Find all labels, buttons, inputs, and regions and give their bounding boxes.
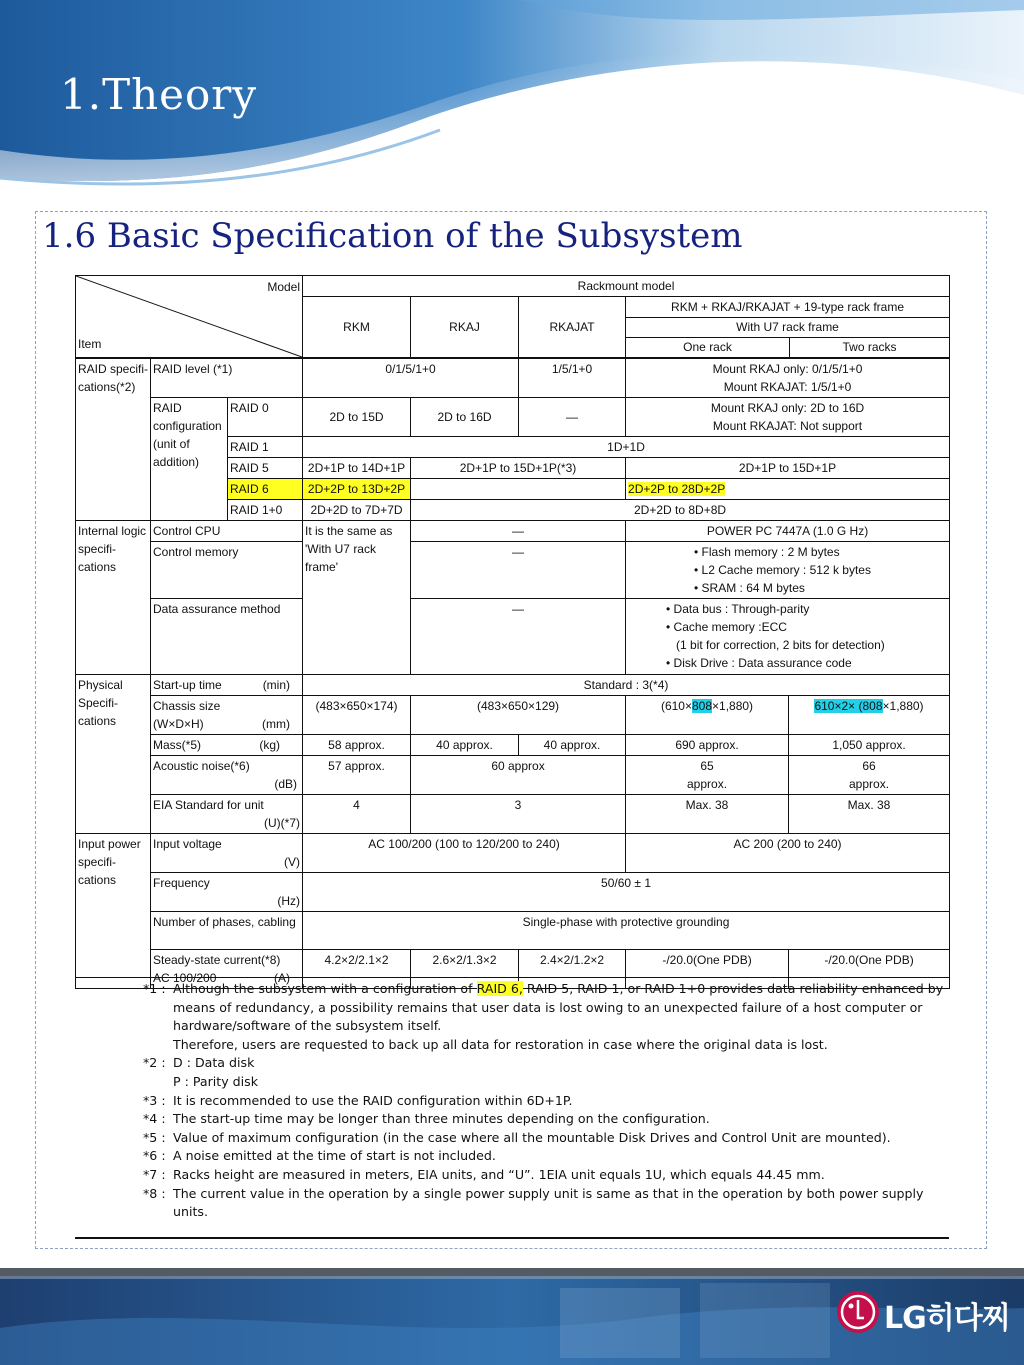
assurance-rkaj: — bbox=[411, 599, 626, 675]
mass-rkm: 58 approx. bbox=[303, 735, 411, 756]
raid-level-label: RAID level (*1) bbox=[151, 358, 303, 398]
mass-one-rack: 690 approx. bbox=[626, 735, 789, 756]
eia-rkm: 4 bbox=[303, 795, 411, 834]
raid0-rkaj: 2D to 16D bbox=[411, 398, 519, 437]
raid5-label: RAID 5 bbox=[228, 458, 303, 479]
physical-group-label: Physical Specifi- cations bbox=[76, 675, 151, 834]
mass-label: Mass(*5) (kg) bbox=[151, 735, 303, 756]
raid-level-rkajat: 1/5/1+0 bbox=[519, 358, 626, 398]
raid6-empty bbox=[411, 479, 626, 500]
raid10-rkm: 2D+2D to 7D+7D bbox=[303, 500, 411, 521]
noise-rkm: 57 approx. bbox=[303, 756, 411, 795]
assurance-label: Data assurance method bbox=[151, 599, 303, 675]
memory-rkaj: — bbox=[411, 542, 626, 599]
eia-rkaj: 3 bbox=[411, 795, 626, 834]
chassis-one-rack: (610×808×1,880) bbox=[626, 696, 789, 735]
head-rackmount-model: Rackmount model bbox=[303, 276, 950, 297]
raid5-u7: 2D+1P to 15D+1P bbox=[626, 458, 950, 479]
raid-config-label: RAID configuration (unit of addition) bbox=[151, 398, 228, 521]
cpu-rkaj: — bbox=[411, 521, 626, 542]
memory-u7: • Flash memory : 2 M bytes • L2 Cache memory : 512 k bytes • SRAM : 64 M bytes bbox=[626, 542, 950, 599]
chassis-two-racks: 610×2× (808×1,880) bbox=[789, 696, 950, 735]
head-rkaj: RKAJ bbox=[411, 297, 519, 359]
raid0-label: RAID 0 bbox=[228, 398, 303, 437]
current-one-rack: -/20.0(One PDB) bbox=[626, 950, 789, 989]
startup-label: Start-up time (min) bbox=[151, 675, 303, 696]
noise-label: Acoustic noise(*6) (dB) bbox=[151, 756, 303, 795]
footnote-5: *5 : Value of maximum configuration (in the case where all the mountable Disk Drives and Control Unit are mounted). bbox=[143, 1129, 891, 1145]
noise-one-rack: 65 approx. bbox=[626, 756, 789, 795]
head-rkajat: RKAJAT bbox=[519, 297, 626, 359]
footnote-6: *6 : A noise emitted at the time of start is not included. bbox=[143, 1148, 496, 1164]
raid6-label: RAID 6 bbox=[228, 479, 303, 500]
mass-rkajat: 40 approx. bbox=[519, 735, 626, 756]
lg-logo-text: LG히다찌 bbox=[884, 1301, 1010, 1336]
voltage-rkm-rkaj: AC 100/200 (100 to 120/200 to 240) bbox=[303, 834, 626, 873]
footnote-7: *7 : Racks height are measured in meters, EIA units, and “U”. 1EIA unit equals 1U, which equals 44.45 mm. bbox=[143, 1166, 825, 1182]
raid10-label: RAID 1+0 bbox=[228, 500, 303, 521]
power-group-label: Input power specifi- cations bbox=[76, 834, 151, 989]
head-two-racks: Two racks bbox=[842, 340, 897, 354]
raid0-u7: Mount RKAJ only: 2D to 16D Mount RKAJAT: Not support bbox=[626, 398, 950, 437]
raid0-rkm: 2D to 15D bbox=[303, 398, 411, 437]
footnote-2-line2: P : Parity disk bbox=[173, 1073, 259, 1089]
phase-label: Number of phases, cabling bbox=[151, 912, 303, 950]
current-two-racks: -/20.0(One PDB) bbox=[789, 950, 950, 989]
freq-value: 50/60 ± 1 bbox=[303, 873, 950, 912]
footnote-3: *3 : It is recommended to use the RAID configuration within 6D+1P. bbox=[143, 1092, 573, 1108]
chassis-rkaj: (483×650×129) bbox=[411, 696, 626, 735]
raid5-rkaj: 2D+1P to 15D+1P(*3) bbox=[411, 458, 626, 479]
current-rkm: 4.2×2/2.1×2 bbox=[303, 950, 411, 989]
section-title: 1.6 Basic Specification of the Subsystem bbox=[42, 216, 743, 256]
voltage-u7: AC 200 (200 to 240) bbox=[626, 834, 950, 873]
header-diagonal-cell bbox=[76, 276, 303, 359]
startup-value: Standard : 3(*4) bbox=[303, 675, 950, 696]
noise-two-racks: 66 approx. bbox=[789, 756, 950, 795]
voltage-label: Input voltage (V) bbox=[151, 834, 303, 873]
raid-group-label: RAID specifi- cations(*2) bbox=[76, 358, 151, 521]
raid-level-u7: Mount RKAJ only: 0/1/5/1+0 Mount RKAJAT: 1/5/1+0 bbox=[626, 358, 950, 398]
current-label: Steady-state current(*8) AC 100/200 (A) bbox=[151, 950, 303, 989]
logic-same-as-u7: It is the same as 'With U7 rack frame' bbox=[303, 521, 411, 675]
current-rkaj: 2.6×2/1.3×2 bbox=[411, 950, 519, 989]
raid1-value: 1D+1D bbox=[303, 437, 950, 458]
footnote-4: *4 : The start-up time may be longer than three minutes depending on the configuration. bbox=[143, 1111, 710, 1127]
raid10-rest: 2D+2D to 8D+8D bbox=[411, 500, 950, 521]
head-with-u7: With U7 rack frame bbox=[626, 318, 949, 338]
head-u7-cell bbox=[626, 318, 950, 359]
head-rack-frame: RKM + RKAJ/RKAJAT + 19-type rack frame bbox=[626, 297, 950, 318]
spec-table bbox=[75, 275, 950, 989]
current-rkajat: 2.4×2/1.2×2 bbox=[519, 950, 626, 989]
logic-group-label: Internal logic specifi- cations bbox=[76, 521, 151, 675]
head-one-rack: One rack bbox=[626, 338, 790, 357]
footnotes bbox=[75, 977, 949, 1239]
chassis-label: Chassis size (W×D×H) (mm) bbox=[151, 696, 303, 735]
eia-one-rack: Max. 38 bbox=[626, 795, 789, 834]
raid5-rkm: 2D+1P to 14D+1P bbox=[303, 458, 411, 479]
mass-rkaj: 40 approx. bbox=[411, 735, 519, 756]
cpu-label: Control CPU bbox=[151, 521, 303, 542]
raid6-u7-cell bbox=[626, 479, 950, 500]
footnote-1: *1 : Although the subsystem with a configuration of RAID 6, RAID 5, RAID 1, or RAID 1+0 provides data reliability enhanced by means of redundancy, a possibility remains that user data is lost owing to an unexpected failure of a host computer or hardware/software of the subsystem itself. bbox=[143, 981, 944, 1034]
footnote-1-line2: Therefore, users are requested to back up all data for restoration in case where the original data is lost. bbox=[173, 1036, 828, 1052]
cpu-u7: POWER PC 7447A (1.0 G Hz) bbox=[626, 521, 950, 542]
slide-title: 1.Theory bbox=[60, 70, 258, 119]
mass-two-racks: 1,050 approx. bbox=[789, 735, 950, 756]
freq-label: Frequency (Hz) bbox=[151, 873, 303, 912]
memory-label: Control memory bbox=[151, 542, 303, 599]
raid1-label: RAID 1 bbox=[228, 437, 303, 458]
raid-level-rkm-rkaj: 0/1/5/1+0 bbox=[303, 358, 519, 398]
head-model: Model bbox=[267, 280, 301, 294]
noise-rkaj: 60 approx bbox=[411, 756, 626, 795]
eia-two-racks: Max. 38 bbox=[789, 795, 950, 834]
phase-value: Single-phase with protective grounding bbox=[303, 912, 950, 950]
eia-label: EIA Standard for unit (U)(*7) bbox=[151, 795, 303, 834]
lg-face-icon bbox=[836, 1290, 880, 1334]
assurance-u7: • Data bus : Through-parity • Cache memory :ECC (1 bit for correction, 2 bits for detection) • Disk Drive : Data assurance code bbox=[626, 599, 950, 675]
chassis-rkm: (483×650×174) bbox=[303, 696, 411, 735]
raid6-u7: 2D+2P to 28D+2P bbox=[628, 482, 726, 496]
head-rkm: RKM bbox=[303, 297, 411, 359]
raid6-rkm: 2D+2P to 13D+2P bbox=[303, 479, 411, 500]
head-item: Item bbox=[78, 337, 102, 351]
footnote-8: *8 : The current value in the operation by a single power supply unit is same as that in the operation by both power supply units. bbox=[143, 1185, 924, 1220]
raid0-rkajat: — bbox=[519, 398, 626, 437]
footnote-2: *2 : D : Data disk bbox=[143, 1055, 255, 1071]
